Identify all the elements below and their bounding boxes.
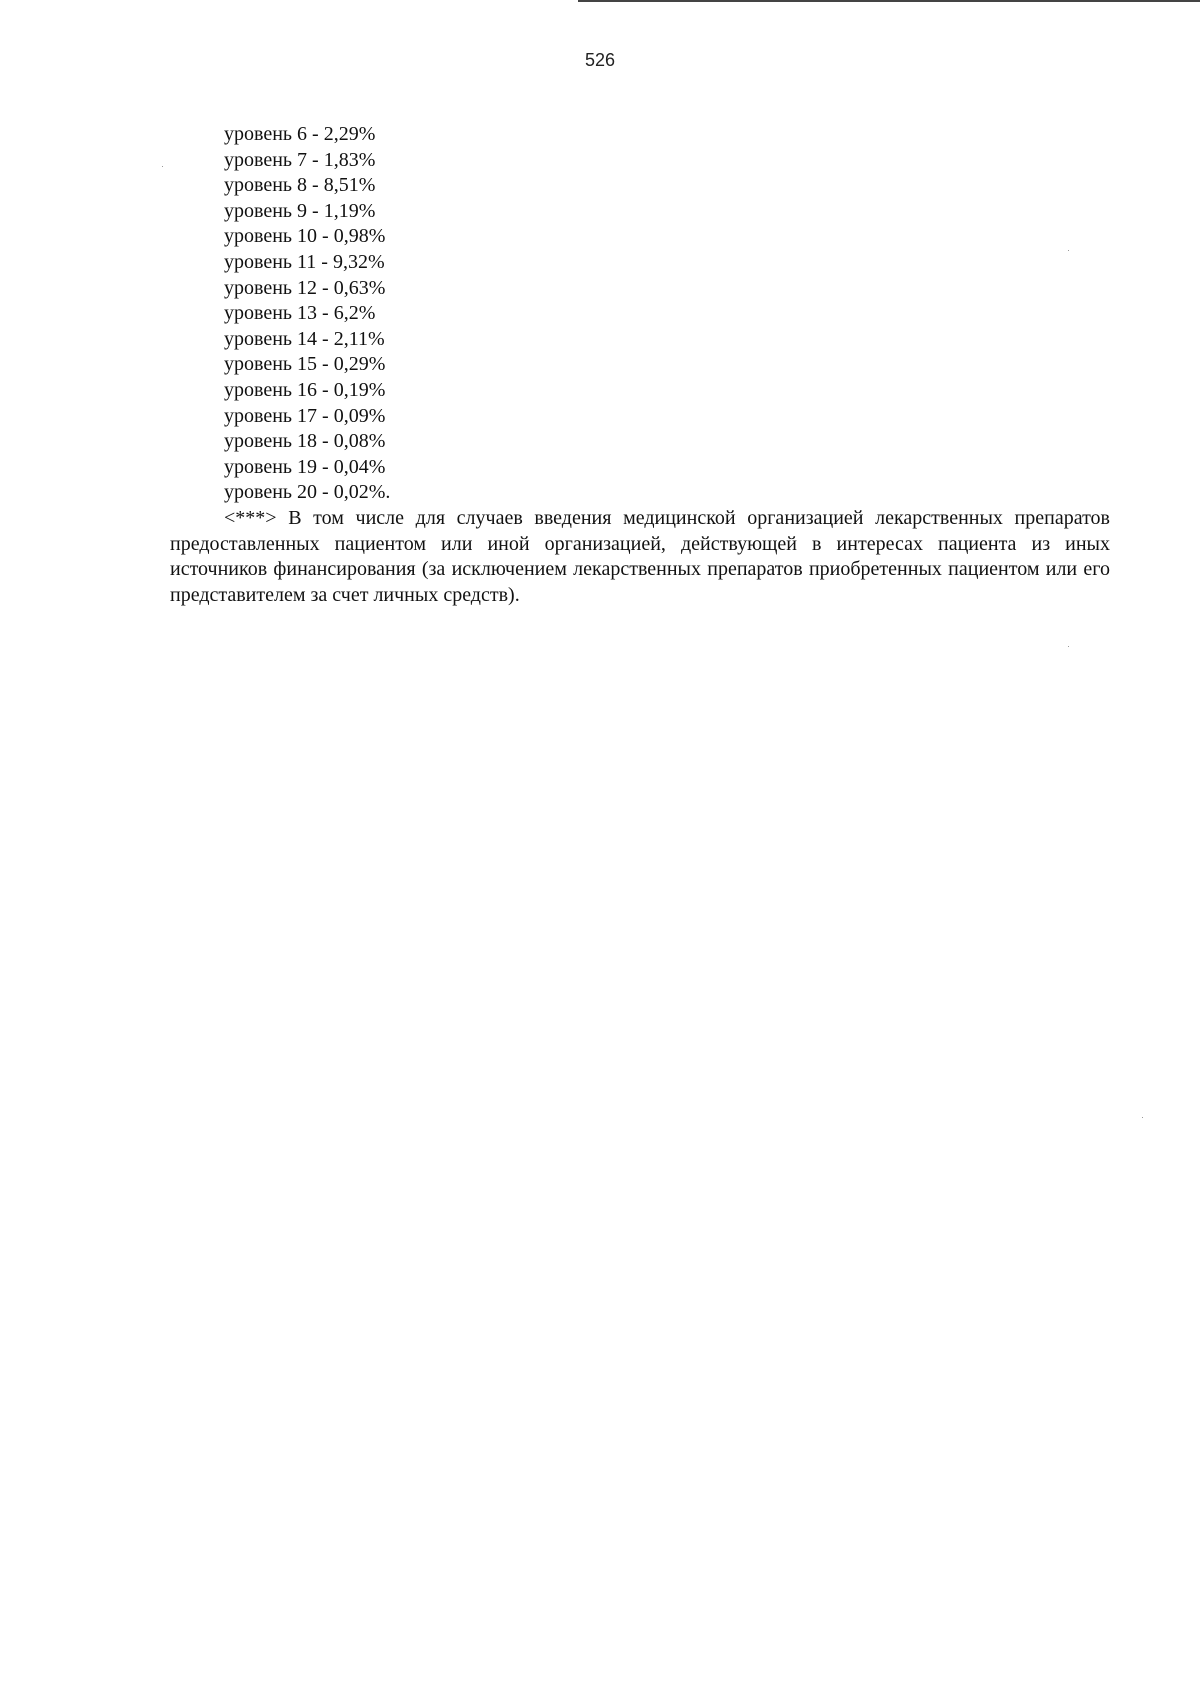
scan-speck — [1142, 1117, 1143, 1118]
page-number: 526 — [584, 50, 616, 70]
level-item: уровень 20 - 0,02%. — [224, 481, 391, 504]
level-item: уровень 6 - 2,29% — [224, 123, 376, 145]
top-scan-edge-line — [578, 0, 1200, 2]
level-item: уровень 15 - 0,29% — [224, 353, 386, 376]
level-item: уровень 11 - 9,32% — [224, 250, 385, 273]
level-item: уровень 13 - 6,2% — [224, 302, 376, 325]
scan-speck — [162, 166, 163, 167]
level-item: уровень 10 - 0,98% — [224, 225, 386, 248]
footnote-paragraph: <***> В том числе для случаев введения медицинской организацией лекарственных препаратов предоставленных пациентом или иной организацией, действующей в интересах пациента из иных источников финансирования (за исключением лекарственных препаратов приобретенных пациентом или его представителем за счет личных средств). — [170, 507, 1110, 606]
level-item: уровень 8 - 8,51% — [224, 174, 376, 197]
level-item: уровень 14 - 2,11% — [224, 327, 385, 350]
level-item: уровень 19 - 0,04% — [224, 455, 386, 478]
level-item: уровень 18 - 0,08% — [224, 430, 386, 453]
level-item: уровень 9 - 1,19% — [224, 199, 376, 222]
scan-speck — [1068, 646, 1069, 647]
level-item: уровень 17 - 0,09% — [224, 404, 386, 427]
level-item: уровень 12 - 0,63% — [224, 276, 386, 299]
level-list — [224, 122, 390, 506]
scan-speck — [1068, 250, 1069, 251]
level-item: уровень 16 - 0,19% — [224, 378, 386, 401]
level-item: уровень 7 - 1,83% — [224, 148, 376, 171]
